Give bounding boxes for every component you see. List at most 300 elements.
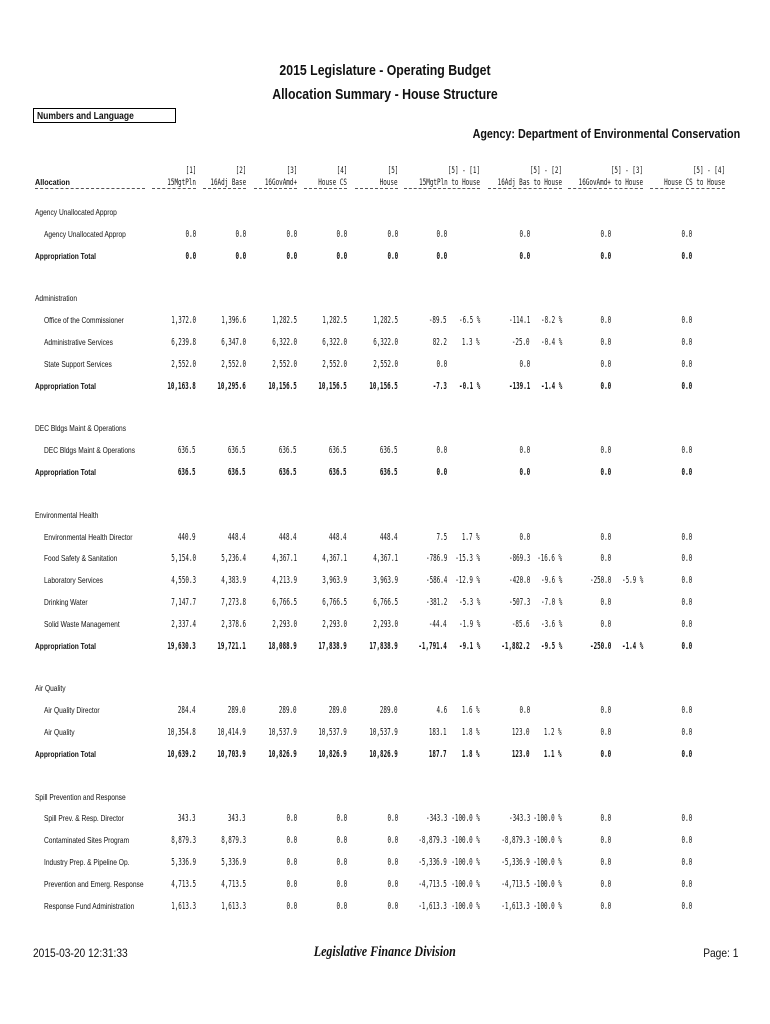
section-label: Administration <box>35 293 78 304</box>
value-cell: 0.0 <box>387 878 398 890</box>
value-cell: 5,154.0 <box>171 553 196 565</box>
value-cell: 1,613.3 <box>171 900 196 912</box>
diff-value-cell: 0.0 <box>600 835 611 847</box>
diff-value-cell: -85.6 <box>512 618 530 630</box>
diff-percent-cell: 1.8 % <box>462 748 480 760</box>
value-cell: 0.0 <box>387 250 398 262</box>
total-label: Appropriation Total <box>35 640 97 651</box>
diff-percent-cell: -100.0 % <box>451 878 480 890</box>
diff-value-cell: -786.9 <box>425 553 447 565</box>
diff-value-cell: 0.0 <box>519 467 530 478</box>
diff-value-cell: -89.5 <box>429 315 447 327</box>
section-header-row <box>0 792 770 804</box>
value-cell: 0.0 <box>185 250 196 262</box>
diff-value-cell: -381.2 <box>425 597 447 608</box>
column-name: House CS to House <box>664 178 725 188</box>
value-cell: 289.0 <box>329 705 347 717</box>
section-header-row <box>0 510 770 522</box>
diff-percent-cell: -6.5 % <box>458 315 480 327</box>
total-label: Appropriation Total <box>35 467 97 477</box>
allocation-label: State Support Services <box>44 358 112 369</box>
diff-value-cell: -1,791.4 <box>418 640 447 652</box>
diff-value-cell: 123.0 <box>512 727 530 738</box>
diff-value-cell: -4,713.5 <box>418 878 447 890</box>
diff-value-cell: 0.0 <box>681 597 692 608</box>
diff-value-cell: -8,879.3 <box>501 835 530 847</box>
allocation-label: Spill Prev. & Resp. Director <box>44 813 124 824</box>
column-name: 15MgtPln <box>167 178 196 188</box>
diff-value-cell: 123.0 <box>512 748 530 760</box>
diff-value-cell: 0.0 <box>681 467 692 478</box>
column-number: [1] <box>185 166 196 176</box>
value-cell: 17,838.9 <box>369 640 398 652</box>
footer-timestamp: 2015-03-20 12:31:33 <box>33 946 128 960</box>
value-cell: 636.5 <box>228 445 246 457</box>
value-cell: 0.0 <box>235 250 246 262</box>
value-cell: 636.5 <box>329 445 347 457</box>
value-cell: 636.5 <box>178 467 196 478</box>
allocation-label: Drinking Water <box>44 597 88 607</box>
diff-percent-cell: -100.0 % <box>451 813 480 825</box>
diff-value-cell: 0.0 <box>681 315 692 327</box>
value-cell: 0.0 <box>336 228 347 240</box>
value-cell: 6,322.0 <box>272 337 297 348</box>
value-cell: 5,336.9 <box>221 857 246 868</box>
diff-percent-cell: -100.0 % <box>451 900 480 912</box>
value-cell: 1,282.5 <box>272 315 297 327</box>
column-number: [5] - [2] <box>529 166 562 176</box>
value-cell: 0.0 <box>286 857 297 868</box>
allocation-label: Contaminated Sites Program <box>44 835 130 846</box>
allocation-label: Prevention and Emerg. Response <box>44 878 144 889</box>
value-cell: 10,537.9 <box>318 727 347 738</box>
value-cell: 10,295.6 <box>217 380 246 392</box>
diff-percent-cell: -0.4 % <box>540 337 562 348</box>
table-row <box>0 315 770 327</box>
value-cell: 0.0 <box>336 813 347 825</box>
diff-value-cell: 0.0 <box>600 705 611 717</box>
value-cell: 0.0 <box>387 813 398 825</box>
column-number: [5] - [3] <box>610 166 643 176</box>
diff-percent-cell: -16.6 % <box>537 553 562 565</box>
value-cell: 0.0 <box>286 900 297 912</box>
value-cell: 10,156.5 <box>268 380 297 392</box>
value-cell: 0.0 <box>286 250 297 262</box>
value-cell: 0.0 <box>387 228 398 240</box>
total-label: Appropriation Total <box>35 748 97 759</box>
header-underline <box>488 188 562 189</box>
diff-percent-cell: -9.1 % <box>458 640 480 652</box>
diff-value-cell: 0.0 <box>681 813 692 825</box>
column-name: 16GovAmd+ to House <box>578 178 643 188</box>
diff-percent-cell: -8.2 % <box>540 315 562 327</box>
diff-percent-cell: 1.6 % <box>462 705 480 717</box>
column-name: House <box>380 178 398 188</box>
agency-label: Agency: Department of Environmental Conservation <box>472 127 740 141</box>
value-cell: 4,383.9 <box>221 575 246 587</box>
table-row <box>0 727 770 739</box>
column-name: 16Adj Base <box>210 178 246 188</box>
diff-value-cell: -586.4 <box>425 575 447 587</box>
value-cell: 1,282.5 <box>373 315 398 327</box>
diff-value-cell: 187.7 <box>429 748 447 760</box>
diff-value-cell: 0.0 <box>681 228 692 240</box>
diff-percent-cell: -100.0 % <box>533 857 562 868</box>
diff-value-cell: 0.0 <box>600 553 611 565</box>
diff-value-cell: 0.0 <box>600 878 611 890</box>
total-row <box>0 641 770 653</box>
value-cell: 10,537.9 <box>369 727 398 738</box>
value-cell: 2,552.0 <box>373 358 398 370</box>
diff-value-cell: -343.3 <box>508 813 530 825</box>
value-cell: 6,766.5 <box>322 597 347 608</box>
total-row <box>0 251 770 263</box>
diff-value-cell: 0.0 <box>600 748 611 760</box>
table-row <box>0 553 770 565</box>
diff-value-cell: 0.0 <box>600 228 611 240</box>
header-underline <box>254 188 297 189</box>
column-number: [5] - [4] <box>692 166 725 176</box>
value-cell: 636.5 <box>279 445 297 457</box>
value-cell: 636.5 <box>228 467 246 478</box>
value-cell: 10,826.9 <box>268 748 297 760</box>
value-cell: 6,766.5 <box>272 597 297 608</box>
value-cell: 10,826.9 <box>369 748 398 760</box>
section-label: Environmental Health <box>35 509 99 520</box>
diff-percent-cell: -100.0 % <box>533 835 562 847</box>
diff-value-cell: 0.0 <box>519 250 530 262</box>
diff-value-cell: 0.0 <box>600 445 611 457</box>
diff-percent-cell: -100.0 % <box>451 835 480 847</box>
diff-value-cell: 0.0 <box>681 727 692 738</box>
diff-value-cell: -869.3 <box>508 553 530 565</box>
header-underline <box>304 188 347 189</box>
value-cell: 10,354.8 <box>167 727 196 738</box>
value-cell: 1,372.0 <box>171 315 196 327</box>
value-cell: 4,550.3 <box>171 575 196 587</box>
allocation-label: Laboratory Services <box>44 575 103 586</box>
diff-value-cell: 0.0 <box>681 531 692 543</box>
value-cell: 6,347.0 <box>221 337 246 348</box>
diff-value-cell: -343.3 <box>425 813 447 825</box>
diff-value-cell: -7.3 <box>432 380 447 392</box>
table-row <box>0 445 770 457</box>
diff-value-cell: 0.0 <box>681 250 692 262</box>
column-number: [5] <box>387 166 398 176</box>
diff-value-cell: 0.0 <box>681 575 692 587</box>
diff-value-cell: -114.1 <box>508 315 530 327</box>
value-cell: 343.3 <box>178 813 196 825</box>
allocation-label: Air Quality Director <box>44 705 100 716</box>
value-cell: 2,337.4 <box>171 618 196 630</box>
diff-percent-cell: -0.1 % <box>458 380 480 392</box>
value-cell: 0.0 <box>336 900 347 912</box>
diff-value-cell: 0.0 <box>681 358 692 370</box>
value-cell: 10,163.8 <box>167 380 196 392</box>
section-header-row <box>0 207 770 219</box>
diff-value-cell: -1,882.2 <box>501 640 530 652</box>
table-row <box>0 705 770 717</box>
value-cell: 8,879.3 <box>221 835 246 847</box>
diff-value-cell: 0.0 <box>600 727 611 738</box>
value-cell: 2,552.0 <box>322 358 347 370</box>
diff-percent-cell: -1.4 % <box>540 380 562 392</box>
diff-value-cell: 0.0 <box>681 748 692 760</box>
numbers-language-label: Numbers and Language <box>37 111 134 122</box>
header-underline <box>152 188 196 189</box>
diff-value-cell: 7.5 <box>436 531 447 543</box>
diff-percent-cell: 1.8 % <box>462 727 480 738</box>
value-cell: 4,713.5 <box>221 878 246 890</box>
value-cell: 6,766.5 <box>373 597 398 608</box>
value-cell: 289.0 <box>228 705 246 717</box>
column-number: [4] <box>336 166 347 176</box>
value-cell: 0.0 <box>235 228 246 240</box>
report-title: 2015 Legislature - Operating Budget <box>279 62 491 79</box>
diff-value-cell: -1,613.3 <box>501 900 530 912</box>
allocation-label: Food Safety & Sanitation <box>44 553 118 564</box>
diff-percent-cell: 1.7 % <box>462 531 480 543</box>
column-name: 16GovAmd+ <box>264 178 297 188</box>
diff-value-cell: 0.0 <box>681 857 692 868</box>
value-cell: 0.0 <box>387 857 398 868</box>
diff-value-cell: 0.0 <box>519 358 530 370</box>
diff-value-cell: 0.0 <box>681 445 692 457</box>
allocation-label: DEC Bldgs Maint & Operations <box>44 445 136 456</box>
value-cell: 6,322.0 <box>322 337 347 348</box>
value-cell: 1,613.3 <box>221 900 246 912</box>
diff-value-cell: -8,879.3 <box>418 835 447 847</box>
value-cell: 448.4 <box>380 531 398 543</box>
value-cell: 343.3 <box>228 813 246 825</box>
diff-value-cell: 0.0 <box>519 531 530 543</box>
table-row <box>0 359 770 371</box>
allocation-label: Response Fund Administration <box>44 900 135 911</box>
value-cell: 0.0 <box>336 878 347 890</box>
value-cell: 10,156.5 <box>369 380 398 392</box>
value-cell: 0.0 <box>336 857 347 868</box>
diff-value-cell: 0.0 <box>519 445 530 457</box>
header-underline <box>650 188 725 189</box>
allocation-label: Environmental Health Director <box>44 531 133 542</box>
value-cell: 448.4 <box>228 531 246 543</box>
diff-value-cell: 0.0 <box>436 358 447 370</box>
value-cell: 0.0 <box>286 813 297 825</box>
diff-value-cell: 0.0 <box>600 358 611 370</box>
value-cell: 7,273.8 <box>221 597 246 608</box>
diff-value-cell: -4,713.5 <box>501 878 530 890</box>
report-subtitle: Allocation Summary - House Structure <box>272 86 498 103</box>
value-cell: 10,414.9 <box>217 727 246 738</box>
diff-percent-cell: -100.0 % <box>533 900 562 912</box>
value-cell: 10,639.2 <box>167 748 196 760</box>
footer-page-number: Page: 1 <box>702 946 738 960</box>
value-cell: 0.0 <box>336 250 347 262</box>
diff-value-cell: 0.0 <box>681 380 692 392</box>
value-cell: 2,552.0 <box>272 358 297 370</box>
value-cell: 19,721.1 <box>217 640 246 652</box>
value-cell: 17,838.9 <box>318 640 347 652</box>
diff-value-cell: 0.0 <box>681 878 692 890</box>
value-cell: 2,293.0 <box>322 618 347 630</box>
value-cell: 2,378.6 <box>221 618 246 630</box>
diff-value-cell: 0.0 <box>681 705 692 717</box>
diff-value-cell: 0.0 <box>519 228 530 240</box>
allocation-label: Office of the Commissioner <box>44 315 124 326</box>
diff-value-cell: 0.0 <box>600 531 611 543</box>
value-cell: 2,552.0 <box>171 358 196 370</box>
value-cell: 448.4 <box>279 531 297 543</box>
header-underline <box>355 188 398 189</box>
diff-percent-cell: 1.3 % <box>462 337 480 348</box>
value-cell: 6,322.0 <box>373 337 398 348</box>
diff-value-cell: 0.0 <box>600 813 611 825</box>
value-cell: 0.0 <box>286 878 297 890</box>
allocation-label: Solid Waste Management <box>44 618 120 629</box>
diff-value-cell: 0.0 <box>436 250 447 262</box>
total-label: Appropriation Total <box>35 250 97 261</box>
numbers-language-box <box>33 108 176 123</box>
value-cell: 440.9 <box>178 531 196 543</box>
diff-value-cell: -507.3 <box>508 597 530 608</box>
column-name: 16Adj Bas to House <box>497 178 562 188</box>
diff-percent-cell: -100.0 % <box>533 813 562 825</box>
diff-value-cell: 0.0 <box>600 618 611 630</box>
value-cell: 10,537.9 <box>268 727 297 738</box>
table-row <box>0 575 770 587</box>
diff-value-cell: 0.0 <box>600 250 611 262</box>
diff-value-cell: 0.0 <box>600 467 611 478</box>
diff-value-cell: 0.0 <box>600 900 611 912</box>
diff-value-cell: 0.0 <box>681 553 692 565</box>
header-underline <box>35 188 145 189</box>
table-row <box>0 532 770 544</box>
table-row <box>0 229 770 241</box>
section-header-row <box>0 423 770 435</box>
value-cell: 0.0 <box>387 835 398 847</box>
table-row <box>0 597 770 609</box>
footer-division <box>0 944 770 961</box>
value-cell: 5,336.9 <box>171 857 196 868</box>
value-cell: 1,396.6 <box>221 315 246 327</box>
value-cell: 636.5 <box>178 445 196 457</box>
diff-value-cell: 82.2 <box>432 337 447 348</box>
diff-percent-cell: -3.6 % <box>540 618 562 630</box>
column-number: [2] <box>235 166 246 176</box>
allocation-column-header: Allocation <box>35 177 70 187</box>
table-row <box>0 835 770 847</box>
value-cell: 636.5 <box>380 445 398 457</box>
diff-percent-cell: 1.2 % <box>544 727 562 738</box>
value-cell: 0.0 <box>387 900 398 912</box>
value-cell: 7,147.7 <box>171 597 196 608</box>
diff-value-cell: -420.0 <box>508 575 530 587</box>
value-cell: 4,367.1 <box>272 553 297 565</box>
value-cell: 19,630.3 <box>167 640 196 652</box>
value-cell: 636.5 <box>329 467 347 478</box>
value-cell: 3,963.9 <box>373 575 398 587</box>
value-cell: 2,552.0 <box>221 358 246 370</box>
diff-percent-cell: -5.3 % <box>458 597 480 608</box>
diff-percent-cell: -1.9 % <box>458 618 480 630</box>
diff-value-cell: 0.0 <box>681 900 692 912</box>
value-cell: 18,088.9 <box>268 640 297 652</box>
value-cell: 2,293.0 <box>373 618 398 630</box>
diff-value-cell: -250.0 <box>589 640 611 652</box>
diff-value-cell: 0.0 <box>436 228 447 240</box>
value-cell: 448.4 <box>329 531 347 543</box>
diff-value-cell: 0.0 <box>436 467 447 478</box>
value-cell: 3,963.9 <box>322 575 347 587</box>
table-row <box>0 879 770 891</box>
table-row <box>0 337 770 349</box>
column-number: [5] - [1] <box>447 166 480 176</box>
value-cell: 10,703.9 <box>217 748 246 760</box>
value-cell: 636.5 <box>279 467 297 478</box>
value-cell: 636.5 <box>380 467 398 478</box>
diff-percent-cell: -100.0 % <box>451 857 480 868</box>
value-cell: 4,713.5 <box>171 878 196 890</box>
header-underline <box>568 188 643 189</box>
diff-value-cell: -139.1 <box>508 380 530 392</box>
diff-value-cell: 0.0 <box>681 618 692 630</box>
diff-value-cell: -44.4 <box>429 618 447 630</box>
section-label: Agency Unallocated Approp <box>35 207 117 217</box>
value-cell: 10,826.9 <box>318 748 347 760</box>
diff-percent-cell: -1.4 % <box>621 640 643 652</box>
diff-percent-cell: -9.5 % <box>540 640 562 652</box>
value-cell: 0.0 <box>336 835 347 847</box>
section-header-row <box>0 293 770 305</box>
diff-value-cell: -5,336.9 <box>501 857 530 868</box>
value-cell: 0.0 <box>286 228 297 240</box>
diff-value-cell: 0.0 <box>681 835 692 847</box>
value-cell: 10,156.5 <box>318 380 347 392</box>
table-row <box>0 901 770 913</box>
diff-value-cell: 0.0 <box>681 337 692 348</box>
section-label: Air Quality <box>35 683 66 694</box>
diff-value-cell: 183.1 <box>429 727 447 738</box>
diff-value-cell: 0.0 <box>600 597 611 608</box>
diff-value-cell: 4.6 <box>436 705 447 717</box>
value-cell: 0.0 <box>286 835 297 847</box>
diff-percent-cell: -9.6 % <box>540 575 562 587</box>
value-cell: 8,879.3 <box>171 835 196 847</box>
table-row <box>0 857 770 869</box>
value-cell: 6,239.8 <box>171 337 196 348</box>
diff-value-cell: 0.0 <box>681 640 692 652</box>
diff-value-cell: 0.0 <box>600 337 611 348</box>
table-row <box>0 619 770 631</box>
value-cell: 289.0 <box>380 705 398 717</box>
diff-value-cell: 0.0 <box>600 857 611 868</box>
total-row <box>0 749 770 761</box>
allocation-label: Administrative Services <box>44 337 113 347</box>
diff-value-cell: 0.0 <box>436 445 447 457</box>
diff-percent-cell: -100.0 % <box>533 878 562 890</box>
value-cell: 1,282.5 <box>322 315 347 327</box>
allocation-label: Industry Prep. & Pipeline Op. <box>44 857 130 867</box>
value-cell: 0.0 <box>185 228 196 240</box>
value-cell: 4,367.1 <box>373 553 398 565</box>
section-header-row <box>0 683 770 695</box>
division-name: Legislative Finance Division <box>314 944 456 960</box>
total-row <box>0 381 770 393</box>
diff-value-cell: 0.0 <box>519 705 530 717</box>
diff-value-cell: -1,613.3 <box>418 900 447 912</box>
column-name: 15MgtPln to House <box>419 178 480 188</box>
value-cell: 5,236.4 <box>221 553 246 565</box>
